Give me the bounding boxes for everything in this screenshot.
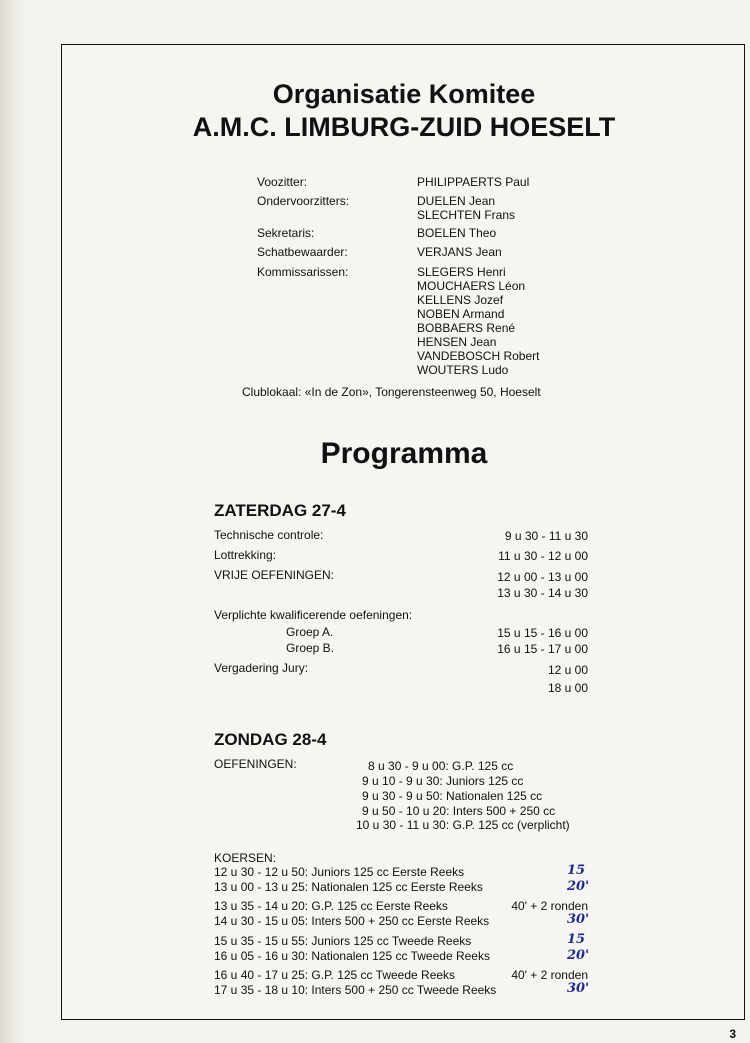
committee-name: BOBBAERS René (417, 321, 516, 335)
zondag-heading: ZONDAG 28-4 (214, 730, 327, 749)
programma-title: Programma (320, 437, 488, 470)
committee-role-0: Voozitter: (257, 175, 308, 189)
handwritten-note: 30' (567, 981, 590, 996)
koers-row: 17 u 35 - 18 u 10: Inters 500 + 250 cc Tweede Reeks (214, 983, 497, 997)
lottrekking-label: Lottrekking: (214, 548, 277, 562)
technische-time: 9 u 30 - 11 u 30 (504, 529, 588, 543)
lottrekking-time: 11 u 30 - 12 u 00 (498, 549, 588, 563)
oefening-row: 8 u 30 - 9 u 00: G.P. 125 cc (368, 759, 514, 773)
oefening-row: 9 u 30 - 9 u 50: Nationalen 125 cc (362, 789, 543, 803)
handwritten-note: 20' (567, 879, 590, 894)
koers-row: 14 u 30 - 15 u 05: Inters 500 + 250 cc Eerste Reeks (214, 914, 490, 928)
koers-row: 15 u 35 - 15 u 55: Juniors 125 cc Tweede Reeks (214, 934, 472, 948)
handwritten-note: 15 (567, 863, 586, 878)
committee-role-3: Schatbewaarder: (257, 245, 348, 259)
document-frame (61, 44, 745, 1020)
verplicht-label: Verplichte kwalificerende oefeningen: (214, 608, 413, 622)
committee-name: SLECHTEN Frans (417, 208, 516, 222)
committee-name: SLEGERS Henri (417, 265, 506, 279)
committee-name: DUELEN Jean (417, 194, 496, 208)
koers-note: 40' + 2 ronden (511, 899, 588, 913)
committee-name: BOELEN Theo (417, 226, 497, 240)
koersen-label: KOERSEN: (214, 851, 277, 865)
vrije-time-2: 13 u 30 - 14 u 30 (497, 586, 588, 600)
committee-name: VERJANS Jean (417, 245, 502, 259)
oefening-row: 9 u 10 - 9 u 30: Juniors 125 cc (362, 774, 524, 788)
jury-time-2: 18 u 00 (547, 681, 588, 695)
committee-role-2: Sekretaris: (257, 226, 315, 240)
koers-row: 13 u 35 - 14 u 20: G.P. 125 cc Eerste Reeks (214, 899, 448, 913)
groep-a-time: 15 u 15 - 16 u 00 (497, 626, 588, 640)
koers-note: 40' + 2 ronden (511, 968, 588, 982)
oefeningen-label: OEFENINGEN: (214, 757, 297, 771)
groep-b-label: Groep B. (286, 641, 335, 655)
committee-name: HENSEN Jean (417, 335, 497, 349)
vrije-label: VRIJE OEFENINGEN: (214, 568, 335, 582)
groep-a-label: Groep A. (286, 625, 334, 639)
committee-name: PHILIPPAERTS Paul (417, 175, 530, 189)
clublokaal: Clublokaal: «In de Zon», Tongerensteenweg 50, Hoeselt (242, 385, 541, 399)
koers-row: 13 u 00 - 13 u 25: Nationalen 125 cc Eerste Reeks (214, 880, 483, 894)
page-binding (0, 0, 26, 1043)
committee-role-1: Ondervoorzitters: (257, 194, 350, 208)
committee-name: MOUCHAERS Léon (417, 279, 526, 293)
committee-name: NOBEN Armand (417, 307, 505, 321)
groep-b-time: 16 u 15 - 17 u 00 (497, 642, 588, 656)
committee-name: VANDEBOSCH Robert (417, 349, 540, 363)
handwritten-note: 30' (567, 912, 590, 927)
koers-row: 12 u 30 - 12 u 50: Juniors 125 cc Eerste Reeks (214, 865, 465, 879)
koers-row: 16 u 40 - 17 u 25: G.P. 125 cc Tweede Reeks (214, 968, 456, 982)
oefening-row: 10 u 30 - 11 u 30: G.P. 125 cc (verplicht) (356, 818, 570, 832)
committee-name: KELLENS Jozef (417, 293, 504, 307)
handwritten-note: 15 (567, 932, 586, 947)
zaterdag-heading: ZATERDAG 27-4 (214, 501, 346, 520)
title-line-1: Organisatie Komitee (272, 79, 536, 109)
oefening-row: 9 u 50 - 10 u 20: Inters 500 + 250 cc (362, 804, 556, 818)
vrije-time-1: 12 u 00 - 13 u 00 (497, 570, 588, 584)
jury-label: Vergadering Jury: (214, 661, 309, 675)
technische-label: Technische controle: (214, 528, 324, 542)
title-line-2: A.M.C. LIMBURG-ZUID HOESELT (192, 112, 616, 142)
handwritten-note: 20' (567, 948, 590, 963)
committee-role-4: Kommissarissen: (257, 265, 349, 279)
committee-name: WOUTERS Ludo (417, 363, 509, 377)
koers-row: 16 u 05 - 16 u 30: Nationalen 125 cc Tweede Reeks (214, 949, 490, 963)
page-number: 3 (729, 1027, 736, 1041)
jury-time-1: 12 u 00 (547, 663, 588, 677)
